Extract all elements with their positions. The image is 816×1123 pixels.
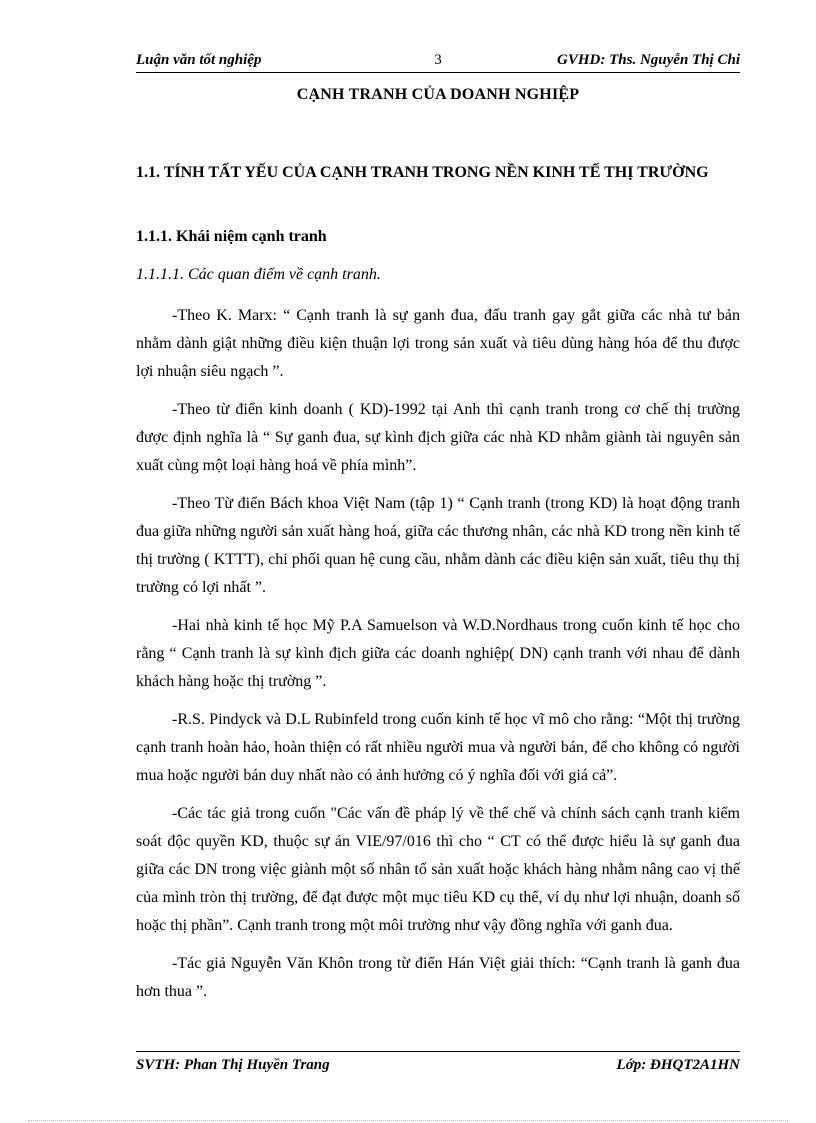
chapter-title: CẠNH TRANH CỦA DOANH NGHIỆP [296, 86, 580, 103]
body-text [136, 302, 740, 1016]
subsubsection-heading: 1.1.1.1. Các quan điểm về cạnh tranh. [136, 266, 381, 283]
paragraph: -Theo K. Marx: “ Cạnh tranh là sự ganh đua, đấu tranh gay gắt giữa các nhà tư bản nhằm dành giật những điều kiện thuận lợi trong sản xuất và tiêu dùng hàng hóa để thu được lợi nhuận siêu ngạch ”. [136, 307, 740, 380]
paragraph: -Theo từ điển kinh doanh ( KD)-1992 tại Anh thì cạnh tranh trong cơ chế thị trường được định nghĩa là “ Sự ganh đua, sự kình địch giữa các nhà KD nhằm giành tài nguyên sản xuất cùng một loại hàng hoá về phía mình”. [136, 401, 740, 474]
footer-class: Lớp: ĐHQT2A1HN [616, 1057, 740, 1073]
page-edge-divider [28, 1120, 788, 1121]
page-header [136, 52, 740, 72]
footer-divider [136, 1051, 740, 1052]
header-thesis-label: Luận văn tốt nghiệp [136, 52, 262, 68]
paragraph: -Hai nhà kinh tế học Mỹ P.A Samuelson và W.D.Nordhaus trong cuốn kinh tế học cho rằng “ Cạnh tranh là sự kình địch giữa các doanh nghiệp( DN) cạnh tranh với nhau để dành khách hàng hoặc thị trường ”. [136, 617, 740, 690]
subsection-heading: 1.1.1. Khái niệm cạnh tranh [136, 228, 327, 245]
header-divider [136, 72, 740, 73]
paragraph: -R.S. Pindyck và D.L Rubinfeld trong cuốn kinh tế học vĩ mô cho rằng: “Một thị trường cạnh tranh hoàn hảo, hoàn thiện có rất nhiều người mua và người bán, để cho không có người mua hoặc người bán duy nhất nào có ảnh hưởng có ý nghĩa đối với giá cả”. [136, 711, 740, 784]
paragraph: -Tác giả Nguyễn Văn Khôn trong từ điển Hán Việt giải thích: “Cạnh tranh là ganh đua hơn thua ”. [136, 955, 740, 1000]
page-footer [136, 1057, 740, 1077]
page-number: 3 [434, 52, 442, 68]
header-advisor: GVHD: Ths. Nguyễn Thị Chi [557, 52, 740, 68]
paragraph: -Theo Từ điển Bách khoa Việt Nam (tập 1) “ Cạnh tranh (trong KD) là hoạt động tranh đua giữa những người sản xuất hàng hoá, giữa các thương nhân, các nhà KD trong nền kinh tế thị trường ( KTTT), chi phối quan hệ cung cầu, nhằm dành các điều kiện sản xuất, tiêu thụ thị trường có lợi nhất ”. [136, 495, 740, 596]
section-heading: 1.1. TÍNH TẤT YẾU CỦA CẠNH TRANH TRONG NỀN KINH TẾ THỊ TRƯỜNG [136, 164, 709, 181]
footer-student: SVTH: Phan Thị Huyền Trang [136, 1057, 330, 1073]
paragraph: -Các tác giả trong cuốn "Các vấn đề pháp lý về thể chế và chính sách cạnh tranh kiểm soát độc quyền KD, thuộc sự án VIE/97/016 thì cho “ CT có thể được hiểu là sự ganh đua giữa các DN trong việc giành một số nhân tố sản xuất hoặc khách hàng nhằm nâng cao vị thế của mình tròn thị trường, để đạt được một mục tiêu KD cụ thể, ví dụ như lợi nhuận, doanh số hoặc thị phần”. Cạnh tranh trong một môi trường như vậy đồng nghĩa với ganh đua. [136, 805, 740, 934]
